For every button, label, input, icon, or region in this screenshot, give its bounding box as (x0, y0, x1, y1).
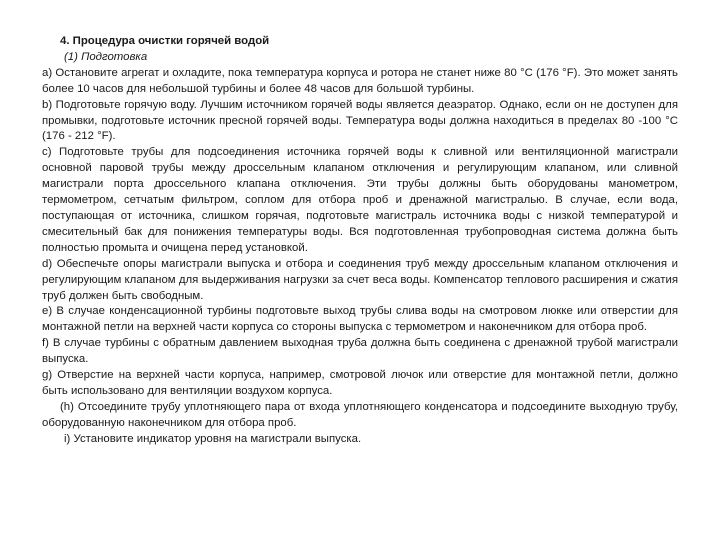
paragraph-d: d) Обеспечьте опоры магистрали выпуска и отбора и соединения труб между дроссельным клапаном отключения и регулирующим клапаном для выдерживания нагрузки за счет веса воды. Компенсатор теплового расширения и сжатия труб должен быть свободным. (42, 257, 678, 302)
paragraph-b: b) Подготовьте горячую воду. Лучшим источником горячей воды является деаэратор. Однако, если он не доступен для промывки, подготовьте источник пресной горячей воды. Температура воды должна находиться в пределах 80 -100 °C (176 - 212 °F). (42, 98, 678, 143)
paragraph-a: a) Остановите агрегат и охладите, пока температура корпуса и ротора не станет ниже 80 °C (176 °F). Это может занять более 10 часов для небольшой турбины и более 48 часов для большой турбины. (42, 66, 678, 95)
paragraph-e: e) В случае конденсационной турбины подготовьте выход трубы слива воды на смотровом люкке или отверстии для монтажной петли на верхней части корпуса со стороны выпуска с термометром и наконечником для отбора проб. (42, 305, 678, 334)
paragraph-c: c) Подготовьте трубы для подсоединения источника горячей воды к сливной или вентиляционной магистрали основной паровой трубы между дроссельным клапаном отключения и регулирующим клапаном, или сливной магистрали порта дроссельного клапана отключения. Эти трубы должны быть оборудованы манометром, термометром, сетчатым фильтром, соплом для отбора проб и дренажной магистралью. В случае, если вода, поступающая от источника, слишком горячая, подготовьте магистраль источника воды с низкой температурой и смесительный бак для понижения температуры воды. Вся подготовленная трубопроводная система должна быть полностью промыта и очищена перед установкой. (42, 146, 678, 254)
paragraph-h-text: (h) Отсоедините трубу уплотняющего пара от входа уплотняющего конденсатора и подсоедините выходную трубу, оборудованную наконечником для отбора проб. (42, 400, 678, 429)
subsection-title: (1) Подготовка (64, 50, 148, 63)
paragraph-h (42, 400, 678, 432)
document-page (42, 34, 678, 448)
paragraph-i: i) Установите индикатор уровня на магистрали выпуска. (64, 432, 362, 445)
section-title: 4. Процедура очистки горячей водой (60, 35, 270, 47)
paragraph-g: g) Отверстие на верхней части корпуса, например, смотровой лючок или отверстие для монтажной петли, должно быть использовано для вентиляции воздухом корпуса. (42, 369, 678, 397)
paragraph-f: f) В случае турбины с обратным давлением выходная труба должна быть соединена с дренажной трубой магистрали выпуска. (42, 337, 678, 366)
